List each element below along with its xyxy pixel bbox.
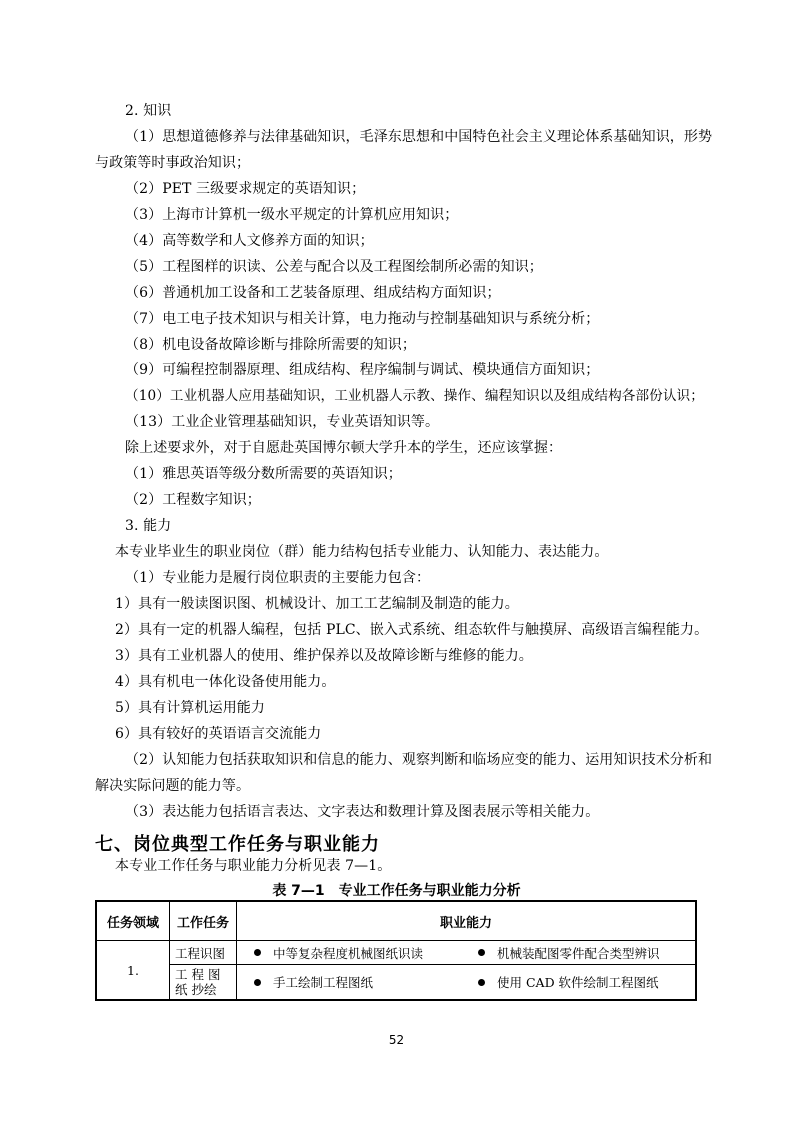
domain-cell: 1. bbox=[96, 941, 170, 1001]
page-number: 52 bbox=[388, 1033, 405, 1047]
knowledge-item: （4）高等数学和人文修养方面的知识； bbox=[125, 233, 374, 249]
knowledge-item: 与政策等时事政治知识； bbox=[95, 155, 251, 171]
ability-item: 5）具有计算机运用能力 bbox=[115, 700, 266, 716]
knowledge-item: （3）上海市计算机一级水平规定的计算机应用知识； bbox=[125, 207, 459, 223]
ability-cognitive-cont: 解决实际问题的能力等。 bbox=[95, 778, 251, 794]
knowledge-item: （13）工业企业管理基础知识，专业英语知识等。 bbox=[125, 414, 440, 430]
knowledge-item: （6）普通机加工设备和工艺装备原理、组成结构方面知识； bbox=[125, 285, 501, 301]
table-caption: 表 7—1 专业工作任务与职业能力分析 bbox=[272, 883, 521, 899]
ability-item: 6）具有较好的英语语言交流能力 bbox=[115, 726, 322, 742]
knowledge-item: （8）机电设备故障诊断与排除所需要的知识； bbox=[125, 337, 417, 353]
extra-item: （2）工程数字知识； bbox=[125, 492, 261, 508]
ability-cell bbox=[237, 965, 697, 1001]
knowledge-item: （2）PET 三级要求规定的英语知识； bbox=[125, 181, 366, 197]
task-cell: 工 程 图 纸 抄绘 bbox=[170, 965, 237, 1001]
bullet-icon bbox=[254, 949, 261, 956]
header-task: 工作任务 bbox=[170, 901, 237, 941]
ability-heading: 3. 能力 bbox=[125, 518, 172, 534]
ability-text: 使用 CAD 软件绘制工程图纸 bbox=[497, 975, 659, 990]
ability-intro: 本专业毕业生的职业岗位（群）能力结构包括专业能力、认知能力、表达能力。 bbox=[115, 544, 609, 560]
knowledge-heading: 2. 知识 bbox=[125, 103, 172, 119]
task-cell: 工程识图 bbox=[170, 941, 237, 965]
task-ability-table bbox=[95, 900, 697, 1001]
extra-intro: 除上述要求外，对于自愿赴英国博尔顿大学升本的学生，还应该掌握： bbox=[125, 440, 563, 456]
ability-item: 2）具有一定的机器人编程，包括 PLC、嵌入式系统、组态软件与触摸屏、高级语言编程能力。 bbox=[115, 622, 709, 638]
bullet-icon bbox=[478, 979, 485, 986]
bullet-icon bbox=[478, 949, 485, 956]
knowledge-item: （9）可编程控制器原理、组成结构、程序编制与调试、模块通信方面知识； bbox=[125, 362, 600, 378]
ability-text: 中等复杂程度机械图纸识读 bbox=[273, 945, 424, 961]
ability-item: 4）具有机电一体化设备使用能力。 bbox=[115, 674, 336, 690]
extra-item: （1）雅思英语等级分数所需要的英语知识； bbox=[125, 466, 402, 482]
ability-expression: （3）表达能力包括语言表达、文字表达和数理计算及图表展示等相关能力。 bbox=[125, 804, 600, 820]
knowledge-item: （10）工业机器人应用基础知识，工业机器人示教、操作、编程知识以及组成结构各部份认识； bbox=[125, 388, 704, 404]
table-header-row bbox=[96, 901, 696, 941]
table-row bbox=[96, 965, 696, 1001]
ability-pro-intro: （1）专业能力是履行岗位职责的主要能力包含： bbox=[125, 570, 431, 586]
table-row bbox=[96, 941, 696, 965]
chapter-intro: 本专业工作任务与职业能力分析见表 7—1。 bbox=[115, 858, 392, 874]
ability-cognitive: （2）认知能力包括获取知识和信息的能力、观察判断和临场应变的能力、运用知识技术分析和 bbox=[125, 752, 713, 768]
knowledge-item: （1）思想道德修养与法律基础知识，毛泽东思想和中国特色社会主义理论体系基础知识，形势 bbox=[125, 129, 713, 145]
bullet-icon bbox=[254, 979, 261, 986]
ability-item: 3）具有工业机器人的使用、维护保养以及故障诊断与维修的能力。 bbox=[115, 648, 533, 664]
ability-text: 机械装配图零件配合类型辨识 bbox=[497, 945, 660, 961]
header-domain: 任务领域 bbox=[96, 901, 170, 941]
knowledge-item: （7）电工电子技术知识与相关计算，电力拖动与控制基础知识与系统分析； bbox=[125, 311, 600, 327]
knowledge-item: （5）工程图样的识读、公差与配合以及工程图绘制所必需的知识； bbox=[125, 259, 543, 275]
ability-cell bbox=[237, 941, 697, 965]
ability-text: 手工绘制工程图纸 bbox=[273, 975, 374, 990]
chapter-heading: 七、岗位典型工作任务与职业能力 bbox=[95, 834, 380, 855]
header-ability: 职业能力 bbox=[237, 901, 697, 941]
ability-item: 1）具有一般读图识图、机械设计、加工工艺编制及制造的能力。 bbox=[115, 596, 519, 612]
